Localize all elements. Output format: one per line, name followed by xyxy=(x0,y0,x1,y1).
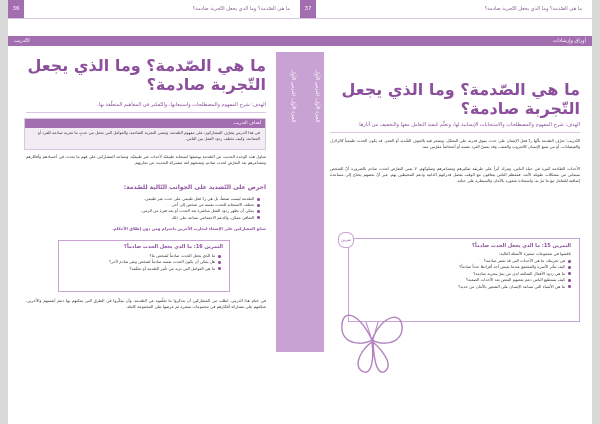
list-item: ما هي ردود الأفعال الشائعة لدى من يمرّ بتجربة صادمة؟ xyxy=(349,271,571,277)
left-page-title: ما هي الصّدمة؟ وما الذي يجعل التّجربة صادمة؟ xyxy=(27,56,266,94)
left-side-tab-label: الجزء الأول: الدرس الأول xyxy=(290,70,296,123)
left-objectives-box xyxy=(24,118,266,150)
right-side-tab xyxy=(300,52,324,352)
exercise-tag: تمرين xyxy=(338,232,354,248)
right-page-subtitle: الهدف: شرح المفهوم والمصطلحات والاستجابات الإنسانية لها، وتعلّم كيفية التعامل معها والتخفيف من آثارها. xyxy=(330,122,580,133)
left-exercise-heading: التمرين 16: ما الذي يجعل الحدث صادماً؟ xyxy=(124,244,223,250)
list-item: ما الذي يجعل الحدث صادماً لشخص ما؟ xyxy=(59,253,221,259)
list-item: ما هي العوامل التي تزيد من تأثير الصّدمة أو تخفّفه؟ xyxy=(59,266,221,272)
left-paragraph-1: تتناول هذه الوحدة الحديث عن الصّدمة بوصفها استجابة طبيعيّة لأحداث غير طبيعيّة، وتساعد المشاركين على فهم ما يحدث في أجسادهم وأفكارهم ومشاعرهم بعد التعرّض لحدث صادم، وتمنحهم لغة مشتركة للحديث عن تجاربهم. xyxy=(26,154,266,165)
right-side-tab-label: الجزء الأول: الدرس الأول xyxy=(314,70,320,123)
left-subhead: احرص على التّشديد على الجوانب التّالية للصّدمة: xyxy=(123,184,266,191)
right-exercise-heading: التمرين 15: ما الذي يجعل الحدث صادماً؟ xyxy=(472,243,571,249)
left-page-number: 36 xyxy=(8,0,24,18)
left-running-header xyxy=(8,0,300,19)
left-bullet-list xyxy=(20,196,266,221)
right-section-label: أوراق وإرشادات xyxy=(552,38,586,44)
list-item: كيف يستطيع الناس دعم بعضهم البعض بعد الأحداث الصعبة؟ xyxy=(349,277,571,283)
left-page xyxy=(8,0,300,424)
left-section-label: التّدريب xyxy=(14,38,30,44)
list-item: يمكن أن تظهر ردود الفعل مباشرة بعد الحدث أو بعد فترة من الزمن. xyxy=(20,208,260,214)
left-exercise-box xyxy=(58,240,230,292)
right-section-bar xyxy=(300,36,592,46)
right-page-title: ما هي الصّدمة؟ وما الذي يجعل التّجربة صادمة؟ xyxy=(341,80,580,118)
right-paragraph-2: الأحداث الصّادمة كثيرة في حياة الناس، وتترك أثراً على طريقة تفكيرهم ومشاعرهم وسلوكهم. لا يعني التعرّض لحدث صادم بالضرورة أنّ الشخص سيعاني من مشكلات طويلة الأمد، فمعظم الناس يتعافون مع الوقت بفضل قدراتهم الذاتية ودعم المحيطين بهم. غير أنّ بعضهم يحتاج إلى مساعدة إضافية للتعامل مع ما مرّ به، واستعادة شعوره بالأمان والسيطرة على حياته. xyxy=(330,166,580,183)
right-running-header xyxy=(300,0,592,19)
right-page-number: 37 xyxy=(300,0,316,18)
right-exercise-intro: ناقشوا في مجموعات صغيرة الأسئلة التالية: xyxy=(499,251,571,256)
left-exercise-list xyxy=(59,253,229,272)
left-paragraph-2: في ختام هذا الدرس، اطلب من المشاركين أن يتذكروا ما تعلّموه عن الصّدمة، وأن يفكّروا في الطرق التي يمكنهم بها دعم أنفسهم والآخرين. شجّعهم على مشاركة أفكارهم في مجموعات صغيرة ثم عرضها على المجموعة كاملة. xyxy=(26,298,266,309)
list-item: كيف تتأثر الأسرة والمجتمع عندما يعيش أحد أفرادها حدثاً صادماً؟ xyxy=(349,264,571,270)
right-page xyxy=(300,0,592,424)
left-note: شجّع المشاركين على الإصغاء لتجارب الآخرين باحترام ومن دون إطلاق الأحكام. xyxy=(112,226,266,231)
list-item: هل يمكن أن يكون الحدث نفسه صادماً لشخص وغير صادم لآخر؟ xyxy=(59,259,221,265)
right-exercise-list xyxy=(349,258,579,290)
left-objectives-text: في هذا الدرس يتعرّف المشاركون على مفهوم الصّدمة، ومعنى التجربة الصادمة، والعوامل التي تجعل من حدثٍ ما تجربة صادمة للفرد أو الجماعة، وكيف تختلف ردود الفعل بين الناس. xyxy=(37,130,260,141)
butterfly-icon xyxy=(338,300,408,380)
left-section-bar xyxy=(8,36,300,46)
list-item: ما هي الأشياء التي تساعد الإنسان على الشعور بالأمان من جديد؟ xyxy=(349,284,571,290)
left-side-tab xyxy=(276,52,300,352)
right-paragraph-1: التّدريب: تعرّف الصّدمة بأنّها ردّ فعل الإنسان على حدث يفوق قدرته على التحمّل، ويشعر فيه بالخوف الشّديد أو العجز. قد يكون الحدث طبيعياً كالزلازل والفيضانات، أو من صنع الإنسان كالحروب والعنف، وقد يمسّ الفرد نفسه أو أشخاصاً مقرّبين منه. xyxy=(330,138,580,149)
left-page-subtitle: الهدف: شرح المفهوم والمصطلحات واستيعابها، والتّفكير في المفاهيم المتعلّقة بها. xyxy=(26,102,266,113)
list-item: الصّدمة ليست ضعفاً، بل هي ردّ فعل طبيعي على حدث غير طبيعي. xyxy=(20,196,260,202)
list-item: تختلف الاستجابة للحدث نفسه من شخص إلى آخر. xyxy=(20,202,260,208)
left-running-title: ما هي الصّدمة؟ وما الذي يجعل التّجربة صادمة؟ xyxy=(192,6,290,12)
left-objectives-heading: أهداف التدريب xyxy=(25,119,265,128)
list-item: في تجربتك، ما هي الأحداث التي قد تعتبر صادمة؟ xyxy=(349,258,571,264)
list-item: التعافي ممكن، والدعم الاجتماعي يساعد على ذلك. xyxy=(20,215,260,221)
right-running-title: ما هي الصّدمة؟ وما الذي يجعل التّجربة صادمة؟ xyxy=(484,6,582,12)
